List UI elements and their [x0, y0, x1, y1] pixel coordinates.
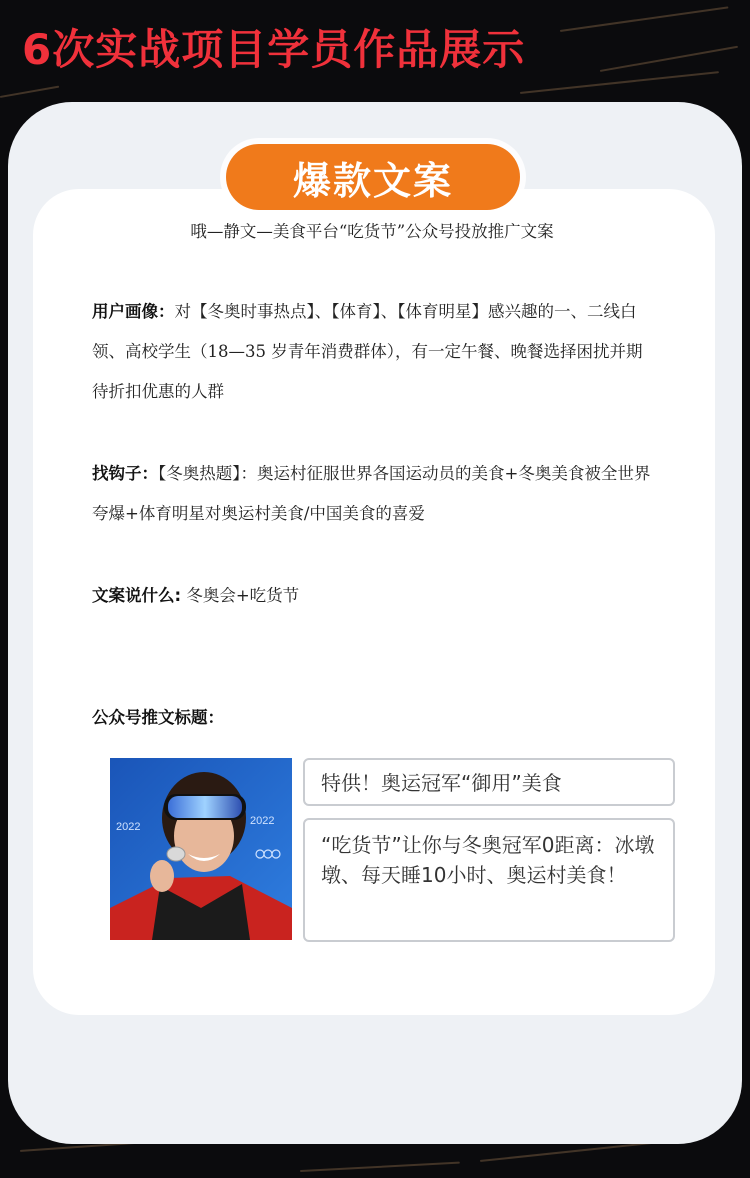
- copy-about-text: 冬奥会+吃货节: [186, 586, 300, 605]
- background-stroke: [0, 86, 59, 98]
- persona-label: 用户画像：: [92, 302, 175, 321]
- copy-about-label: 文案说什么:: [92, 586, 182, 605]
- headline-option-2: “吃货节”让你与冬奥冠军0距离：冰墩墩、每天睡10小时、奥运村美食！: [303, 818, 675, 942]
- hook-text: 【冬奥热题】：奥运村征服世界各国运动员的美食+冬奥美食被全世界夸爆+体育明星对奥运村美食/中国美食的喜爱: [92, 464, 651, 523]
- category-badge: 爆款文案: [226, 144, 520, 210]
- background-stroke: [600, 46, 738, 72]
- background-stroke: [560, 6, 729, 32]
- headline-option-1: 特供！奥运冠军“御用”美食: [303, 758, 675, 806]
- svg-text:2022: 2022: [116, 821, 141, 833]
- document-title: 哦—静文—美食平台“吃货节”公众号投放推广文案: [190, 222, 554, 241]
- background-stroke: [520, 71, 719, 94]
- svg-text:2022: 2022: [250, 815, 275, 827]
- athlete-photo-icon: [110, 758, 292, 940]
- page-heading: 6次实战项目学员作品展示: [22, 25, 526, 74]
- persona-paragraph: [92, 292, 652, 412]
- headline-section: [92, 698, 652, 738]
- persona-text: 对【冬奥时事热点】、【体育】、【体育明星】感兴趣的一、二线白领、高校学生（18—35 岁青年消费群体），有一定午餐、晚餐选择困扰并期待折扣优惠的人群: [92, 302, 643, 401]
- hook-label: 找钩子：: [92, 464, 158, 483]
- headline-label: 公众号推文标题：: [92, 708, 224, 727]
- hook-paragraph: [92, 454, 652, 534]
- background-stroke: [300, 1162, 460, 1172]
- copy-about-paragraph: [92, 576, 652, 616]
